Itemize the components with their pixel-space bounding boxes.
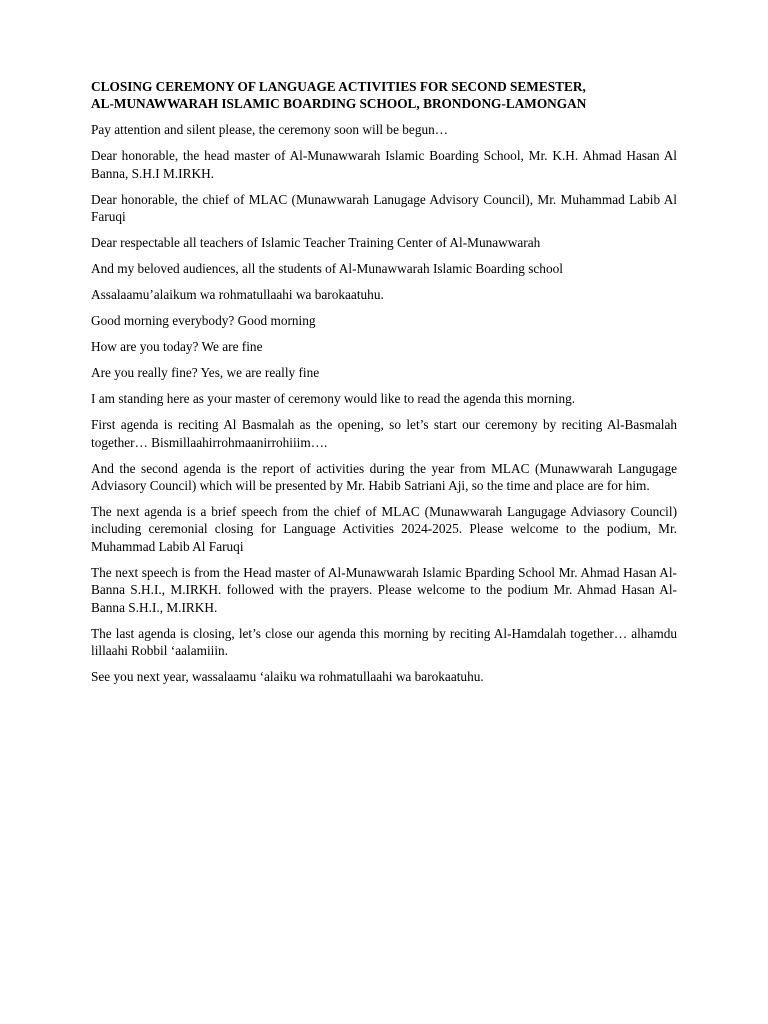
title-line-1: CLOSING CEREMONY OF LANGUAGE ACTIVITIES FOR SECOND SEMESTER, xyxy=(91,79,586,94)
paragraph-really-fine: Are you really fine? Yes, we are really fine xyxy=(91,365,320,381)
title-line-2: AL-MUNAWWARAH ISLAMIC BOARDING SCHOOL, BRONDONG-LAMONGAN xyxy=(91,96,587,112)
paragraph-agenda-opening: First agenda is reciting Al Basmalah as the opening, so let’s start our ceremony by reciting Al-Basmalah together… Bismillaahirrohmaanirrohiiim…. xyxy=(91,417,677,450)
paragraph-call-to-attention: Pay attention and silent please, the ceremony soon will be begun… xyxy=(91,122,449,138)
paragraph-mc-intro: I am standing here as your master of ceremony would like to read the agenda this morning. xyxy=(91,391,576,407)
paragraph-greeting-audience: And my beloved audiences, all the students of Al-Munawwarah Islamic Boarding school xyxy=(91,261,563,277)
paragraph-agenda-headmaster-speech: The next speech is from the Head master of Al-Munawwarah Islamic Bparding School Mr. Ahmad Hasan Al-Banna S.H.I., M.IRKH. followed with the prayers. Please welcome to the podium Mr. Ahmad Hasan Al-Banna S.H.I., M.IRKH. xyxy=(91,564,677,615)
paragraph-good-morning: Good morning everybody? Good morning xyxy=(91,313,316,329)
document-title xyxy=(91,78,677,113)
document-body xyxy=(91,78,677,694)
paragraph-agenda-chief-speech: The next agenda is a brief speech from the chief of MLAC (Munawwarah Langugage Adviasory Council) including ceremonial closing for Language Activities 2024-2025. Please welcome to the podium, Mr. Muhammad Labib Al Faruqi xyxy=(91,504,677,554)
paragraph-agenda-closing: The last agenda is closing, let’s close our agenda this morning by reciting Al-Hamdalah together… alhamdu lillaahi Robbil ‘aalamiiin. xyxy=(91,625,677,659)
paragraph-agenda-report: And the second agenda is the report of activities during the year from MLAC (Munawwarah Langugage Adviasory Council) which will be presented by Mr. Habib Satriani Aji, so the time and place are for him. xyxy=(91,460,677,494)
paragraph-greeting-teachers: Dear respectable all teachers of Islamic Teacher Training Center of Al-Munawwarah xyxy=(91,235,541,251)
paragraph-farewell: See you next year, wassalaamu ‘alaiku wa rohmatullaahi wa barokaatuhu. xyxy=(91,669,484,685)
paragraph-greeting-mlac-chief: Dear honorable, the chief of MLAC (Munawwarah Lanugage Advisory Council), Mr. Muhammad Labib Al Faruqi xyxy=(91,191,677,225)
paragraph-salam: Assalaamu’alaikum wa rohmatullaahi wa barokaatuhu. xyxy=(91,287,384,303)
paragraph-how-are-you: How are you today? We are fine xyxy=(91,339,263,355)
paragraph-greeting-headmaster: Dear honorable, the head master of Al-Munawwarah Islamic Boarding School, Mr. K.H. Ahmad Hasan Al Banna, S.H.I M.IRKH. xyxy=(91,148,677,181)
